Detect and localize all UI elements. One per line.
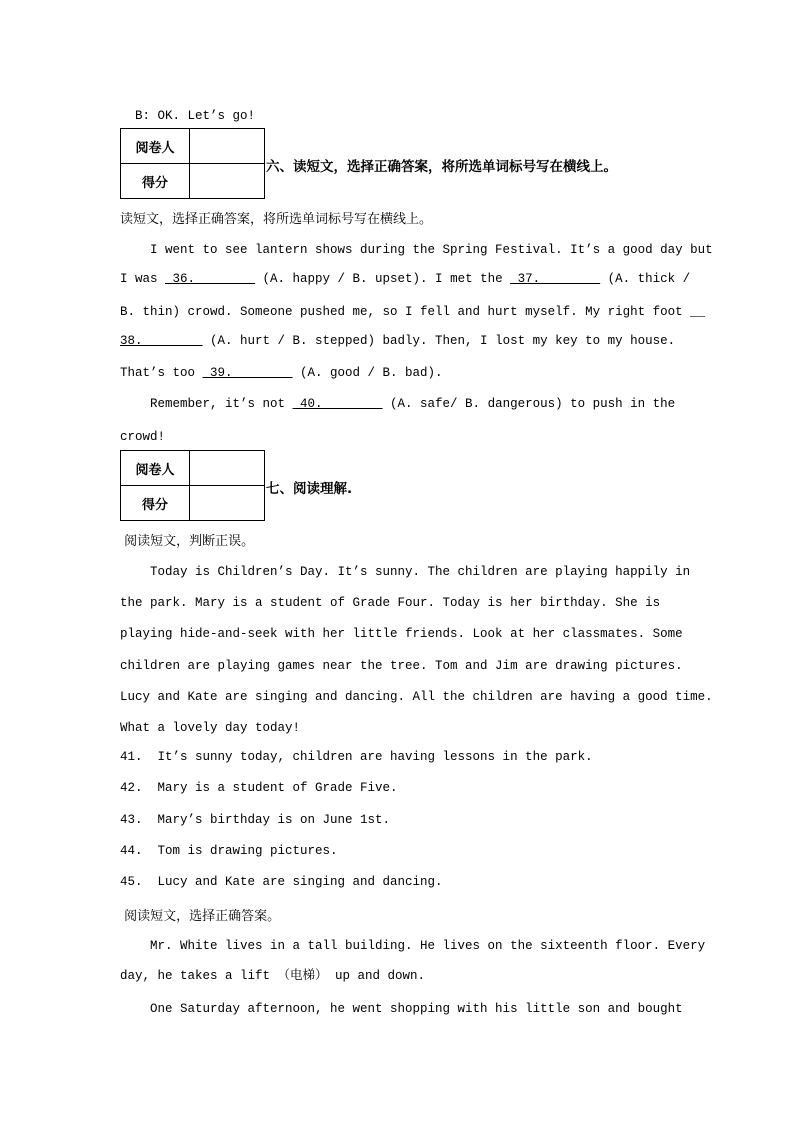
blank-39: 39.________	[202, 366, 293, 380]
dialogue-line: B: OK. Let’s go!	[135, 109, 256, 123]
passage-line: Mr. White lives in a tall building. He lives on the sixteenth floor. Every	[120, 939, 706, 953]
score-label: 得分	[121, 486, 190, 521]
passage-line: I went to see lantern shows during the Spring Festival. It’s a good day but	[120, 243, 713, 257]
score-cell	[190, 164, 265, 199]
passage-line: playing hide-and-seek with her little friends. Look at her classmates. Some	[120, 627, 683, 641]
question-43: 43. Mary’s birthday is on June 1st.	[120, 813, 391, 827]
score-label: 得分	[121, 164, 190, 199]
score-table	[120, 450, 265, 521]
passage-line: children are playing games near the tree. Tom and Jim are drawing pictures.	[120, 659, 683, 673]
passage-line: What a lovely day today!	[120, 721, 301, 735]
passage-line: B. thin) crowd. Someone pushed me, so I fell and hurt myself. My right foot __	[120, 305, 706, 319]
blank-38: 38.________	[120, 334, 203, 348]
blank-37: 37.________	[510, 272, 601, 286]
question-42: 42. Mary is a student of Grade Five.	[120, 781, 398, 795]
blank-40: 40.________	[292, 397, 383, 411]
section-6-heading: 六、读短文，选择正确答案，将所选单词标号写在横线上。	[266, 159, 617, 175]
passage-line: Remember, it’s not 40.________ (A. safe/ B. dangerous) to push in the	[120, 397, 676, 411]
score-table	[120, 128, 265, 199]
reviewer-label: 阅卷人	[121, 129, 190, 164]
question-44: 44. Tom is drawing pictures.	[120, 844, 338, 858]
score-cell	[190, 486, 265, 521]
passage-line: day, he takes a lift （电梯） up and down.	[120, 969, 426, 983]
reviewer-label: 阅卷人	[121, 451, 190, 486]
blank-36: 36.________	[165, 272, 256, 286]
reviewer-cell	[190, 129, 265, 164]
passage-line: That’s too 39.________ (A. good / B. bad).	[120, 366, 443, 380]
passage-line: Today is Children’s Day. It’s sunny. The children are playing happily in	[120, 565, 691, 579]
section-7-heading: 七、阅读理解.	[266, 481, 353, 497]
passage-line: One Saturday afternoon, he went shopping with his little son and bought	[120, 1002, 683, 1016]
passage-line: Lucy and Kate are singing and dancing. All the children are having a good time.	[120, 690, 713, 704]
passage-line: I was 36.________ (A. happy / B. upset). I met the 37.________ (A. thick /	[120, 272, 691, 286]
section-6-instruction: 读短文，选择正确答案，将所选单词标号写在横线上。	[120, 212, 433, 227]
passage-line: 38.________ (A. hurt / B. stepped) badly. Then, I lost my key to my house.	[120, 334, 676, 348]
section-7-instruction-2: 阅读短文，选择正确答案。	[120, 909, 281, 924]
reviewer-cell	[190, 451, 265, 486]
question-45: 45. Lucy and Kate are singing and dancing.	[120, 875, 443, 889]
passage-line: the park. Mary is a student of Grade Four. Today is her birthday. She is	[120, 596, 661, 610]
passage-line: crowd!	[120, 430, 166, 444]
section-7-instruction-1: 阅读短文，判断正误。	[120, 534, 255, 549]
question-41: 41. It’s sunny today, children are having lessons in the park.	[120, 750, 593, 764]
